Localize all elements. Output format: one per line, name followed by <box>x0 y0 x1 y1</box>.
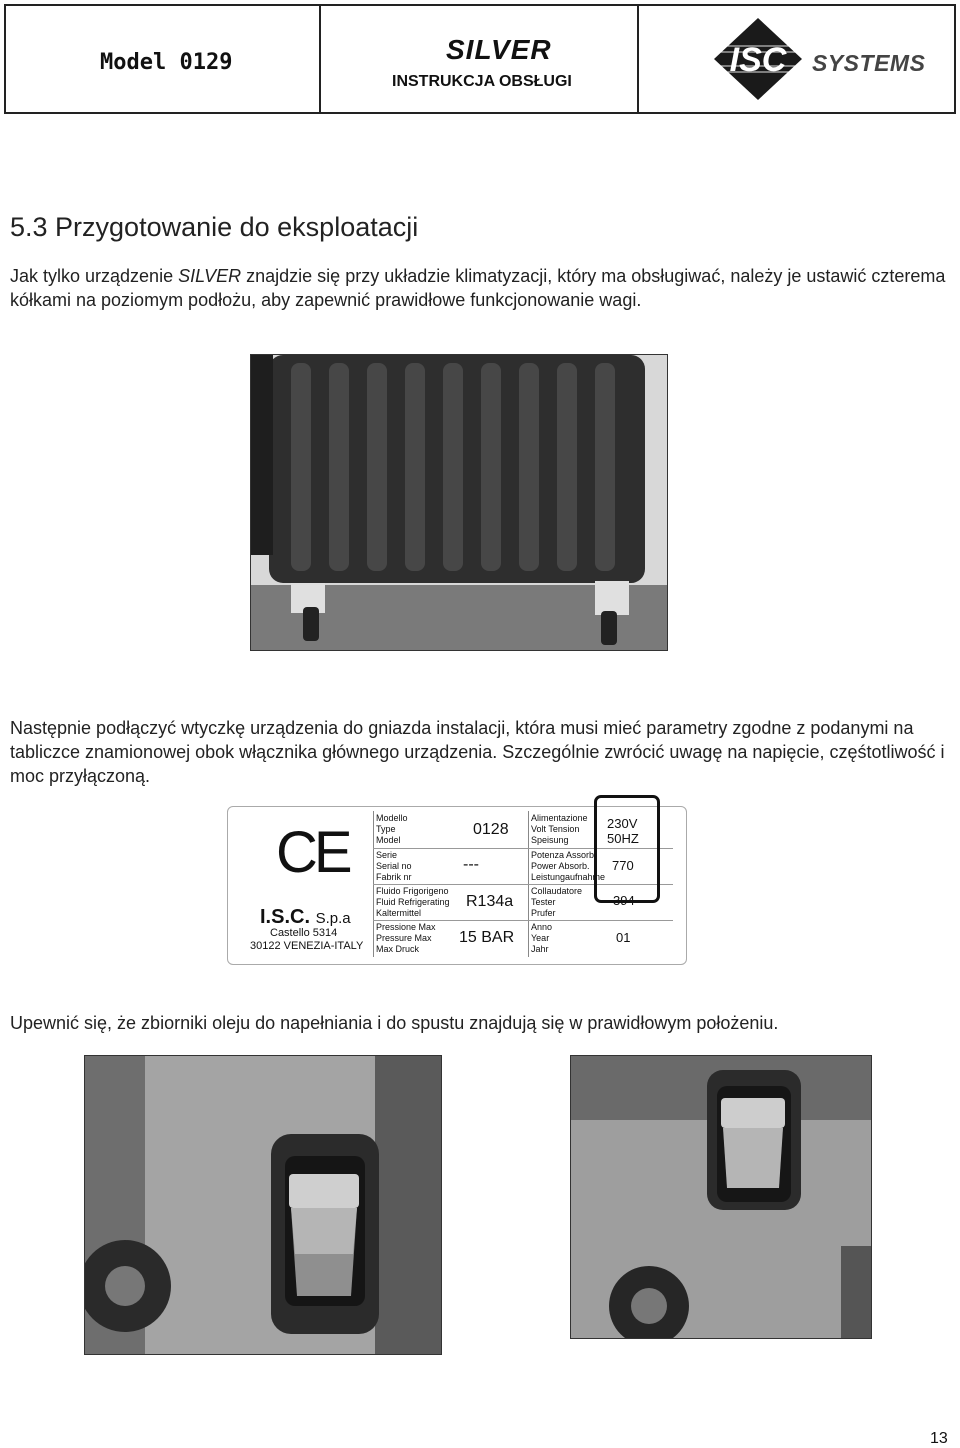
paragraph-1-text: znajdzie się przy układzie klimatyzacji, który ma obsługiwać, należy je ustawić czterema kółkami na poziomym podłożu, aby zapewnić prawidłowe funkcjonowanie wagi. <box>10 266 946 310</box>
page-number: 13 <box>930 1430 948 1447</box>
manufacturer-address-line2: 30122 VENEZIA-ITALY <box>250 940 364 952</box>
plate-label: Fabrik nr <box>376 872 412 882</box>
systems-label: SYSTEMS <box>812 50 926 76</box>
unit-front-photo <box>250 354 668 651</box>
manual-subtitle: INSTRUKCJA OBSŁUGI <box>392 73 572 90</box>
plate-label: Anno <box>531 922 553 932</box>
plate-value-model: 0128 <box>473 821 509 838</box>
plate-label: Potenza Assorb. <box>531 850 597 860</box>
plate-label: Fluido Frigorigeno <box>376 886 449 896</box>
plate-value-year: 01 <box>616 930 631 945</box>
plate-label: Fluid Refrigerating <box>376 897 450 907</box>
plate-label: Jahr <box>531 944 549 954</box>
product-reference: SILVER <box>178 266 242 286</box>
plate-value-tester: 394 <box>613 893 635 908</box>
plate-label: Serial no <box>376 861 412 871</box>
header-divider <box>319 4 321 114</box>
plate-label: Alimentazione <box>531 813 588 823</box>
isc-logo <box>712 16 804 102</box>
plate-label: Collaudatore <box>531 886 583 896</box>
plate-value-frequency: 50HZ <box>607 831 639 846</box>
paragraph-2: Następnie podłączyć wtyczkę urządzenia do gniazda instalacji, która musi mieć parametry zgodne z podanymi na tabliczce znamionowej obok włącznika głównego urządzenia. Szczególnie zwrócić uwagę na napięcie, częśtotliwość i moc przyłączoną. <box>10 718 945 786</box>
model-number: Model 0129 <box>100 50 233 75</box>
plate-label: Tester <box>531 897 556 907</box>
plate-value-voltage: 230V <box>607 816 638 831</box>
plate-label: Pressure Max <box>376 933 432 943</box>
ce-mark: CE <box>276 820 349 885</box>
plate-divider <box>373 920 673 921</box>
manufacturer-name <box>260 906 351 929</box>
plate-label: Volt Tension <box>531 824 580 834</box>
highlight-frame <box>594 795 660 903</box>
plate-label: Power Absorb. <box>531 861 590 871</box>
page-header <box>4 4 956 114</box>
plate-value-fluid: R134a <box>466 893 514 910</box>
manufacturer-address-line1: Castello 5314 <box>270 927 338 939</box>
plate-label: Kaltermittel <box>376 908 422 918</box>
paragraph-1-text: Jak tylko urządzenie <box>10 266 179 286</box>
oil-container-photo-right <box>570 1055 872 1339</box>
plate-label: Speisung <box>531 835 569 845</box>
plate-value-serial: --- <box>463 856 479 873</box>
product-name: SILVER <box>446 34 552 65</box>
logo-text: ISC <box>729 41 787 79</box>
plate-value-power: 770 <box>612 858 634 873</box>
plate-label: Serie <box>376 850 398 860</box>
plate-label: Max Druck <box>376 944 420 954</box>
paragraph-1 <box>10 264 955 312</box>
plate-label: Year <box>531 933 550 943</box>
plate-label: Prufer <box>531 908 556 918</box>
paragraph-3: Upewnić się, że zbiorniki oleju do napełniania i do spustu znajdują się w prawidłowym położeniu. <box>10 1013 779 1033</box>
plate-label: Type <box>376 824 396 834</box>
plate-label: Leistungaufnahme <box>531 872 606 882</box>
rating-nameplate <box>227 806 687 965</box>
header-divider <box>637 4 639 114</box>
plate-label: Pressione Max <box>376 922 436 932</box>
manufacturer-short: I.S.C. <box>260 906 311 928</box>
plate-label: Modello <box>376 813 408 823</box>
section-heading: 5.3 Przygotowanie do eksploatacji <box>10 212 419 242</box>
manufacturer-suffix: S.p.a <box>315 910 351 927</box>
oil-container-photo-left <box>84 1055 442 1355</box>
plate-label: Model <box>376 835 401 845</box>
plate-value-pressure: 15 BAR <box>459 929 515 946</box>
